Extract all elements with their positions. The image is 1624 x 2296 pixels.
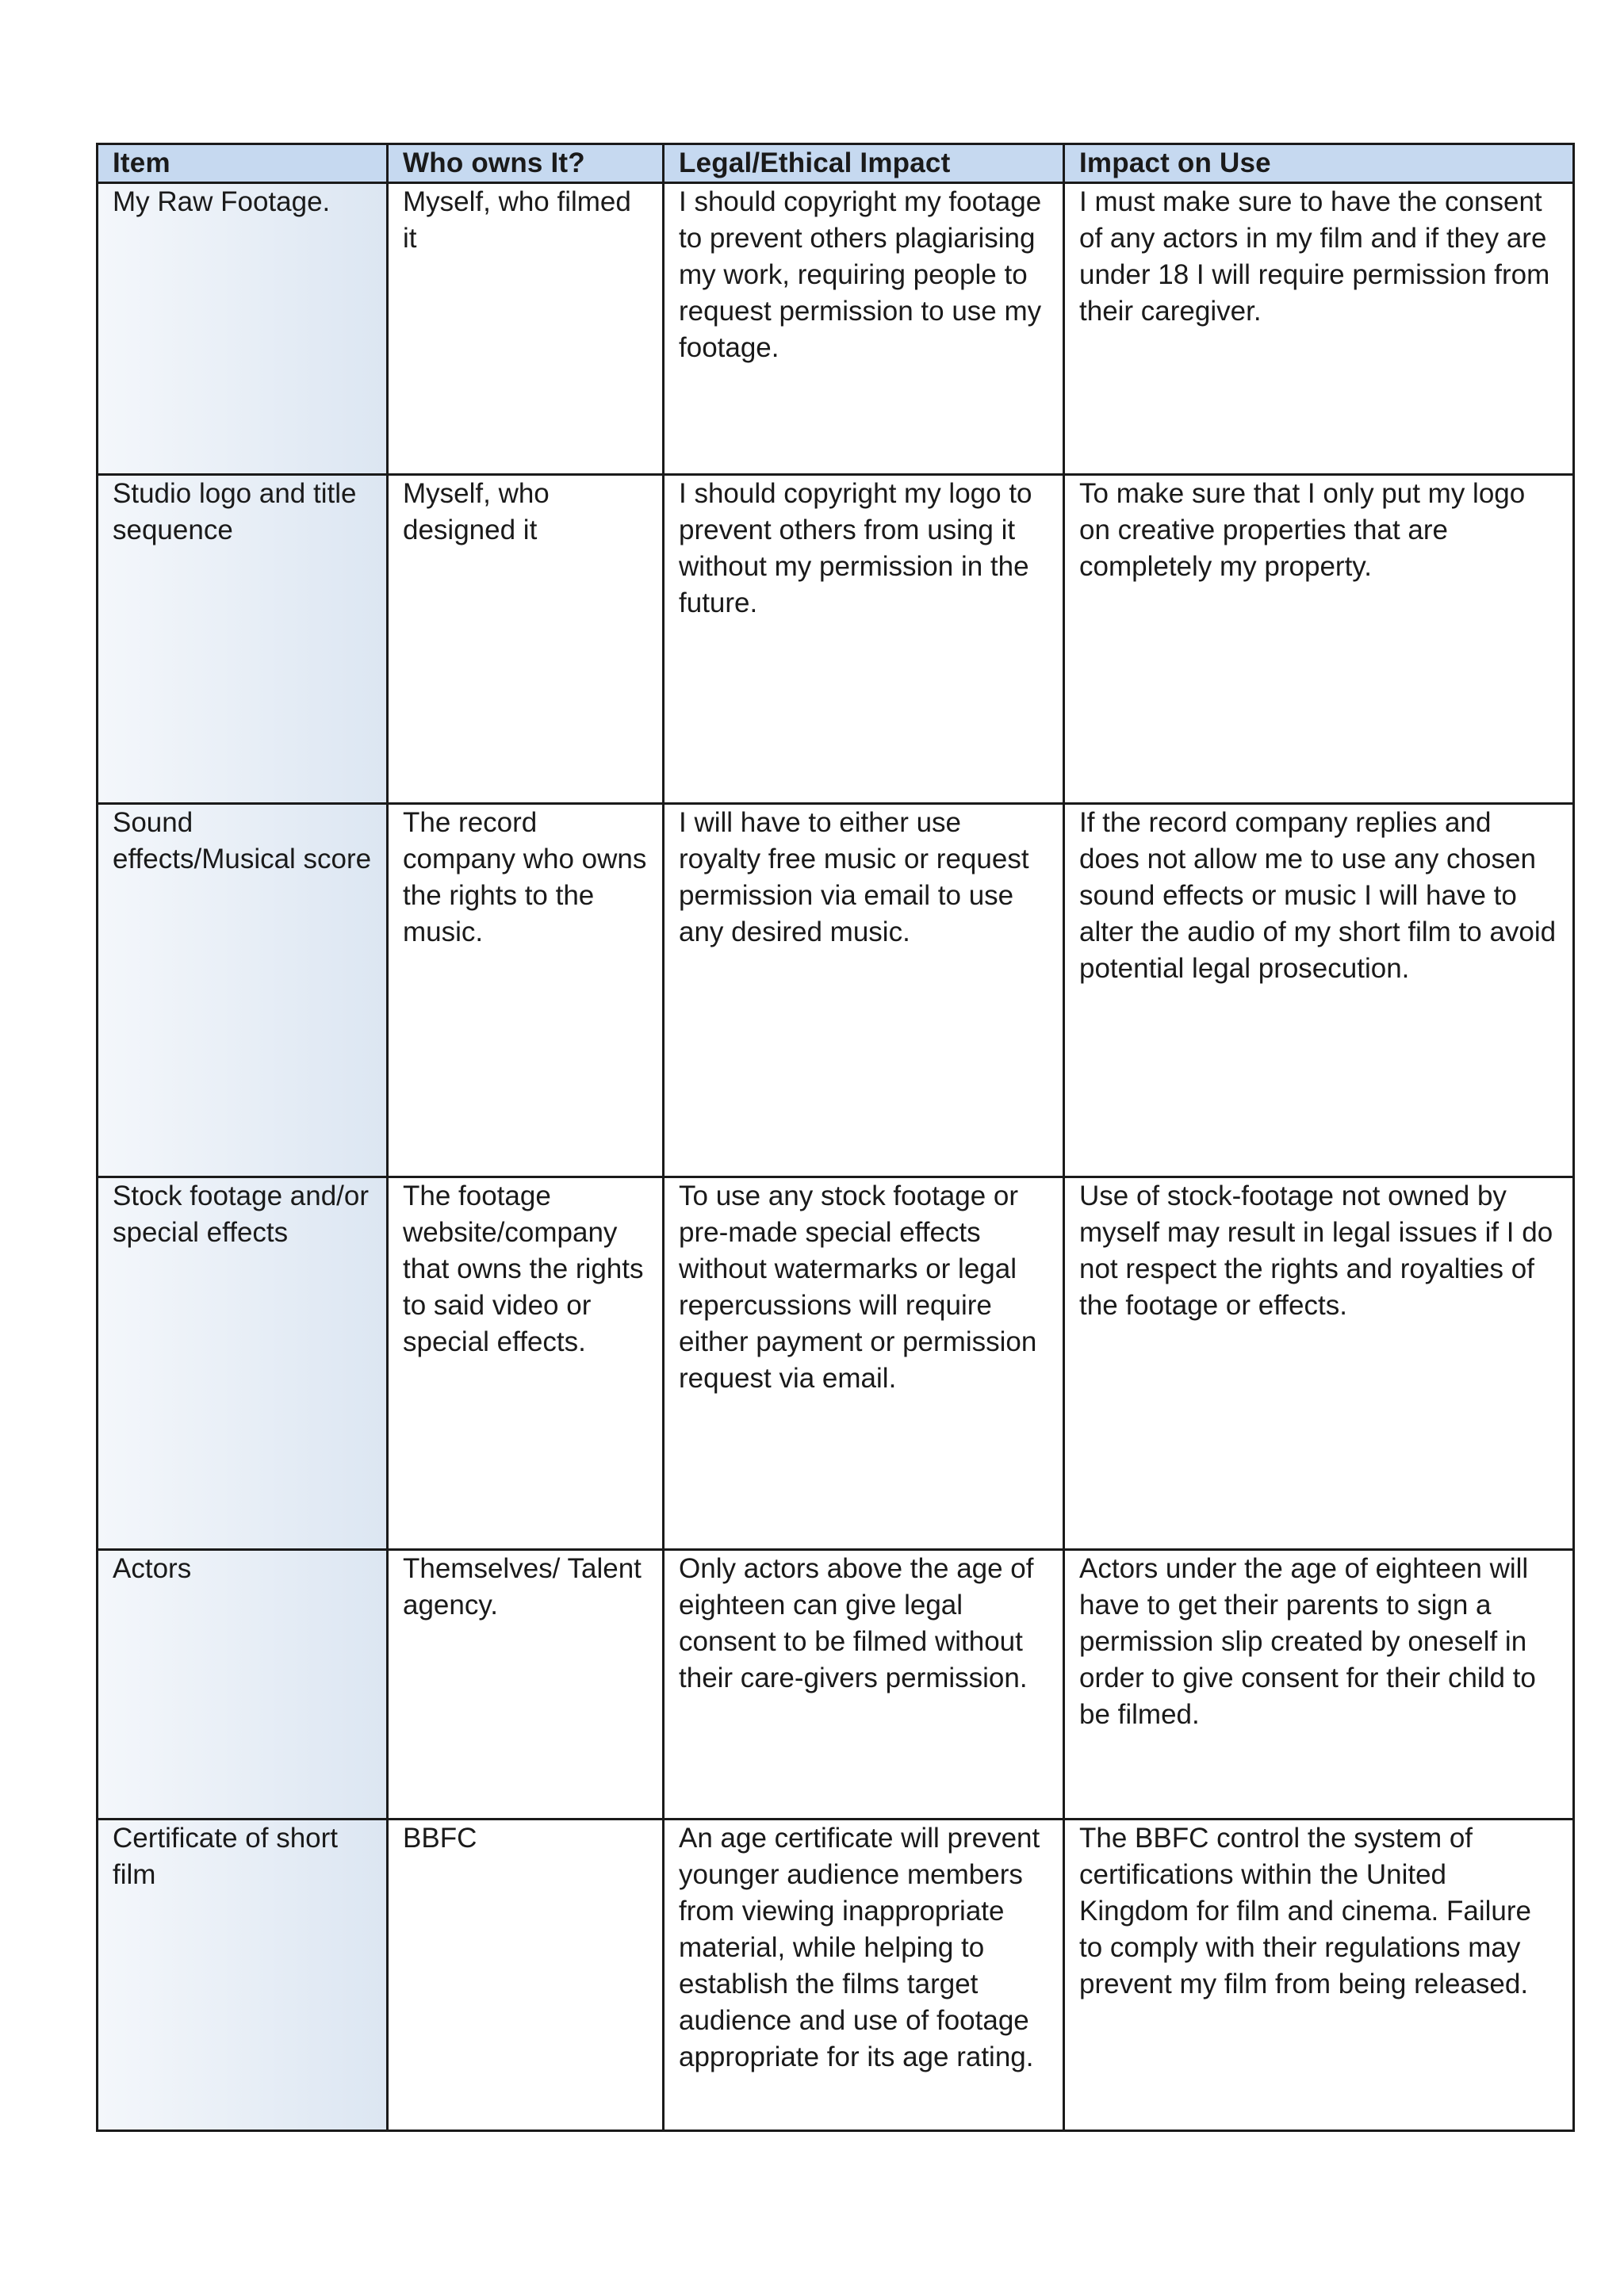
item-cell: Sound effects/Musical score [98,804,388,1177]
table-row [98,1177,1574,1550]
item-cell: Certificate of short film [98,1820,388,2131]
use-cell: To make sure that I only put my logo on creative properties that are completely my property. [1064,475,1574,804]
header-owner: Who owns It? [388,144,664,183]
use-cell: The BBFC control the system of certifications within the United Kingdom for film and cinema. Failure to comply with their regulations may prevent my film from being released. [1064,1820,1574,2131]
table-row [98,475,1574,804]
item-cell: Actors [98,1550,388,1820]
header-item: Item [98,144,388,183]
rights-table [96,143,1575,2132]
owner-cell: The footage website/company that owns the rights to said video or special effects. [388,1177,664,1550]
legal-cell: I should copyright my footage to prevent others plagiarising my work, requiring people to request permission to use my footage. [664,183,1064,475]
table-row [98,1550,1574,1820]
use-cell: Use of stock-footage not owned by myself may result in legal issues if I do not respect the rights and royalties of the footage or effects. [1064,1177,1574,1550]
use-cell: Actors under the age of eighteen will have to get their parents to sign a permission slip created by oneself in order to give consent for their child to be filmed. [1064,1550,1574,1820]
use-cell: I must make sure to have the consent of any actors in my film and if they are under 18 I will require permission from their caregiver. [1064,183,1574,475]
legal-cell: Only actors above the age of eighteen can give legal consent to be filmed without their care-givers permission. [664,1550,1064,1820]
table-row [98,183,1574,475]
owner-cell: Myself, who filmed it [388,183,664,475]
owner-cell: Myself, who designed it [388,475,664,804]
table-row [98,1820,1574,2131]
legal-cell: I should copyright my logo to prevent others from using it without my permission in the future. [664,475,1064,804]
table-row [98,804,1574,1177]
header-legal-impact: Legal/Ethical Impact [664,144,1064,183]
item-cell: My Raw Footage. [98,183,388,475]
item-cell: Stock footage and/or special effects [98,1177,388,1550]
owner-cell: The record company who owns the rights to the music. [388,804,664,1177]
header-impact-on-use: Impact on Use [1064,144,1574,183]
legal-cell: To use any stock footage or pre-made special effects without watermarks or legal repercussions will require either payment or permission request via email. [664,1177,1064,1550]
legal-cell: I will have to either use royalty free music or request permission via email to use any desired music. [664,804,1064,1177]
owner-cell: Themselves/ Talent agency. [388,1550,664,1820]
legal-cell: An age certificate will prevent younger audience members from viewing inappropriate material, while helping to establish the films target audience and use of footage appropriate for its age rating. [664,1820,1064,2131]
use-cell: If the record company replies and does not allow me to use any chosen sound effects or music I will have to alter the audio of my short film to avoid potential legal prosecution. [1064,804,1574,1177]
table-header-row [98,144,1574,183]
owner-cell: BBFC [388,1820,664,2131]
item-cell: Studio logo and title sequence [98,475,388,804]
